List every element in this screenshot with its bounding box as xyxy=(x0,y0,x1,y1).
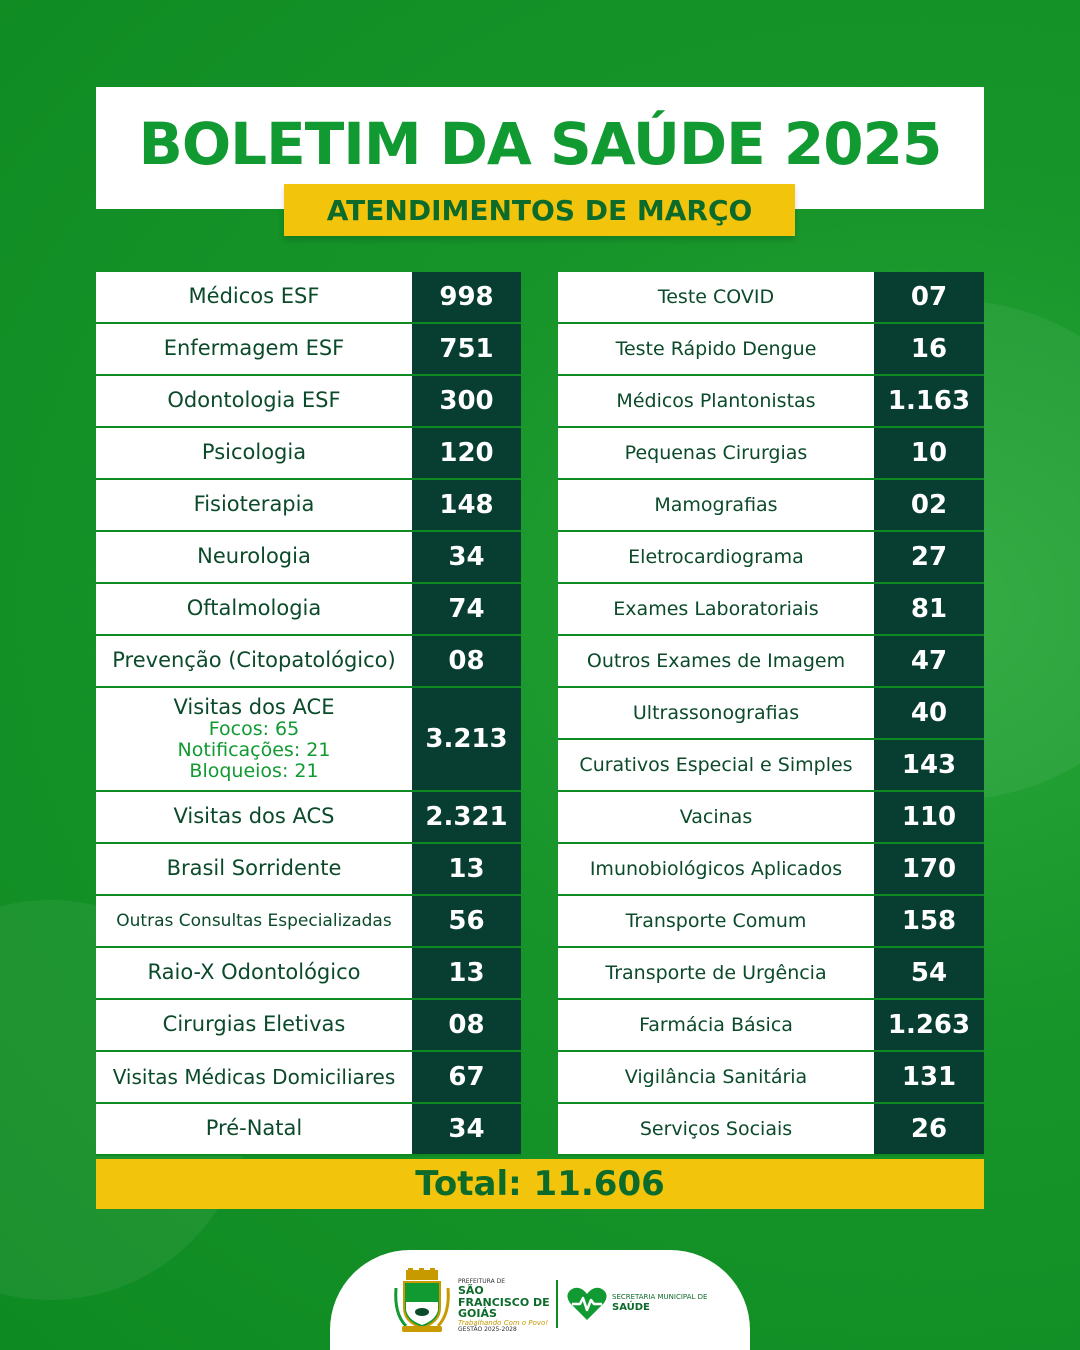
secretaria-logo-text xyxy=(612,1294,707,1313)
row-value: 998 xyxy=(412,272,521,322)
row-label: Brasil Sorridente xyxy=(96,844,412,894)
row-value: 16 xyxy=(874,324,984,374)
row-value: 170 xyxy=(874,844,984,894)
row-label: Eletrocardiograma xyxy=(558,532,874,582)
page-title: BOLETIM DA SAÚDE 2025 xyxy=(138,110,942,178)
gestao-label: GESTÃO 2025-2028 xyxy=(458,1326,517,1334)
row-value: 1.263 xyxy=(874,1000,984,1050)
row-label: Odontologia ESF xyxy=(96,376,412,426)
row-label: Teste COVID xyxy=(558,272,874,322)
table-row xyxy=(96,688,521,792)
table-row xyxy=(558,376,984,428)
row-label: Serviços Sociais xyxy=(558,1104,874,1154)
bloqueios-count: Bloqueios: 21 xyxy=(189,759,319,782)
subtitle-banner: ATENDIMENTOS DE MARÇO xyxy=(284,184,795,236)
secretaria-label: SECRETARIA MUNICIPAL DE xyxy=(612,1293,708,1301)
table-row xyxy=(96,480,521,532)
row-value: 110 xyxy=(874,792,984,842)
municipal-crest-icon xyxy=(392,1268,452,1334)
focos-count: Focos: 65 xyxy=(208,718,300,741)
table-row xyxy=(558,480,984,532)
row-label: Curativos Especial e Simples xyxy=(558,740,874,790)
row-value: 120 xyxy=(412,428,521,478)
row-value: 131 xyxy=(874,1052,984,1102)
row-label: Exames Laboratoriais xyxy=(558,584,874,634)
row-label: Transporte de Urgência xyxy=(558,948,874,998)
row-label: Médicos ESF xyxy=(96,272,412,322)
row-label: Neurologia xyxy=(96,532,412,582)
row-value: 08 xyxy=(412,636,521,686)
row-value: 300 xyxy=(412,376,521,426)
row-label: Teste Rápido Dengue xyxy=(558,324,874,374)
row-label: Enfermagem ESF xyxy=(96,324,412,374)
heart-pulse-icon xyxy=(566,1286,608,1322)
row-label: Visitas dos ACE xyxy=(173,695,335,720)
prefeitura-label: PREFEITURA DE xyxy=(458,1278,505,1285)
row-value: 13 xyxy=(412,948,521,998)
row-label: Pré-Natal xyxy=(96,1104,412,1154)
row-value: 13 xyxy=(412,844,521,894)
row-label: Outras Consultas Especializadas xyxy=(96,896,412,946)
city-name: SÃO FRANCISCO DE GOIÁS xyxy=(458,1284,550,1321)
table-row xyxy=(558,740,984,792)
row-label: Mamografias xyxy=(558,480,874,530)
row-label: Transporte Comum xyxy=(558,896,874,946)
footer-divider xyxy=(556,1280,558,1328)
row-value: 34 xyxy=(412,532,521,582)
table-row xyxy=(558,896,984,948)
row-label: Médicos Plantonistas xyxy=(558,376,874,426)
row-label: Outros Exames de Imagem xyxy=(558,636,874,686)
table-row xyxy=(558,688,984,740)
prefeitura-logo-text xyxy=(458,1279,558,1334)
table-row xyxy=(558,636,984,688)
row-label: Farmácia Básica xyxy=(558,1000,874,1050)
row-label: Visitas Médicas Domiciliares xyxy=(96,1052,412,1102)
table-row xyxy=(96,532,521,584)
row-label: Ultrassonografias xyxy=(558,688,874,738)
row-value: 81 xyxy=(874,584,984,634)
row-label: Visitas dos ACS xyxy=(96,792,412,842)
row-value: 08 xyxy=(412,1000,521,1050)
table-row xyxy=(96,636,521,688)
right-table xyxy=(558,272,984,1156)
table-row xyxy=(96,844,521,896)
row-value: 40 xyxy=(874,688,984,738)
row-value: 3.213 xyxy=(412,688,521,790)
row-value: 34 xyxy=(412,1104,521,1154)
table-row xyxy=(96,584,521,636)
row-value: 47 xyxy=(874,636,984,686)
left-table xyxy=(96,272,521,1156)
row-value: 56 xyxy=(412,896,521,946)
row-label: Fisioterapia xyxy=(96,480,412,530)
row-label: Vacinas xyxy=(558,792,874,842)
table-row xyxy=(96,948,521,1000)
row-label: Psicologia xyxy=(96,428,412,478)
table-row xyxy=(558,532,984,584)
table-row xyxy=(558,1052,984,1104)
table-row xyxy=(558,1104,984,1156)
table-row xyxy=(96,1052,521,1104)
table-row xyxy=(558,324,984,376)
row-value: 07 xyxy=(874,272,984,322)
table-row xyxy=(558,272,984,324)
table-row xyxy=(96,428,521,480)
row-label-group xyxy=(96,688,412,790)
row-value: 74 xyxy=(412,584,521,634)
row-value: 54 xyxy=(874,948,984,998)
table-row xyxy=(558,792,984,844)
row-label: Imunobiológicos Aplicados xyxy=(558,844,874,894)
table-row xyxy=(558,428,984,480)
row-value: 148 xyxy=(412,480,521,530)
row-label: Cirurgias Eletivas xyxy=(96,1000,412,1050)
row-value: 1.163 xyxy=(874,376,984,426)
row-label: Prevenção (Citopatológico) xyxy=(96,636,412,686)
notificacoes-count: Notificações: 21 xyxy=(177,739,331,762)
table-row xyxy=(558,948,984,1000)
slogan: Trabalhando Com o Povo! xyxy=(458,1318,549,1327)
row-value: 27 xyxy=(874,532,984,582)
row-label: Raio-X Odontológico xyxy=(96,948,412,998)
table-row xyxy=(558,1000,984,1052)
row-value: 10 xyxy=(874,428,984,478)
table-row xyxy=(96,1000,521,1052)
table-row xyxy=(96,272,521,324)
row-label: Vigilância Sanitária xyxy=(558,1052,874,1102)
row-value: 26 xyxy=(874,1104,984,1154)
saude-label: SAÚDE xyxy=(612,1301,650,1313)
table-row xyxy=(96,896,521,948)
table-row xyxy=(558,584,984,636)
table-row xyxy=(558,844,984,896)
row-value: 751 xyxy=(412,324,521,374)
table-row xyxy=(96,1104,521,1156)
row-value: 158 xyxy=(874,896,984,946)
row-value: 67 xyxy=(412,1052,521,1102)
table-row xyxy=(96,324,521,376)
total-banner: Total: 11.606 xyxy=(96,1159,984,1209)
row-value: 143 xyxy=(874,740,984,790)
row-label: Pequenas Cirurgias xyxy=(558,428,874,478)
row-value: 2.321 xyxy=(412,792,521,842)
table-row xyxy=(96,376,521,428)
row-value: 02 xyxy=(874,480,984,530)
row-label: Oftalmologia xyxy=(96,584,412,634)
table-row xyxy=(96,792,521,844)
